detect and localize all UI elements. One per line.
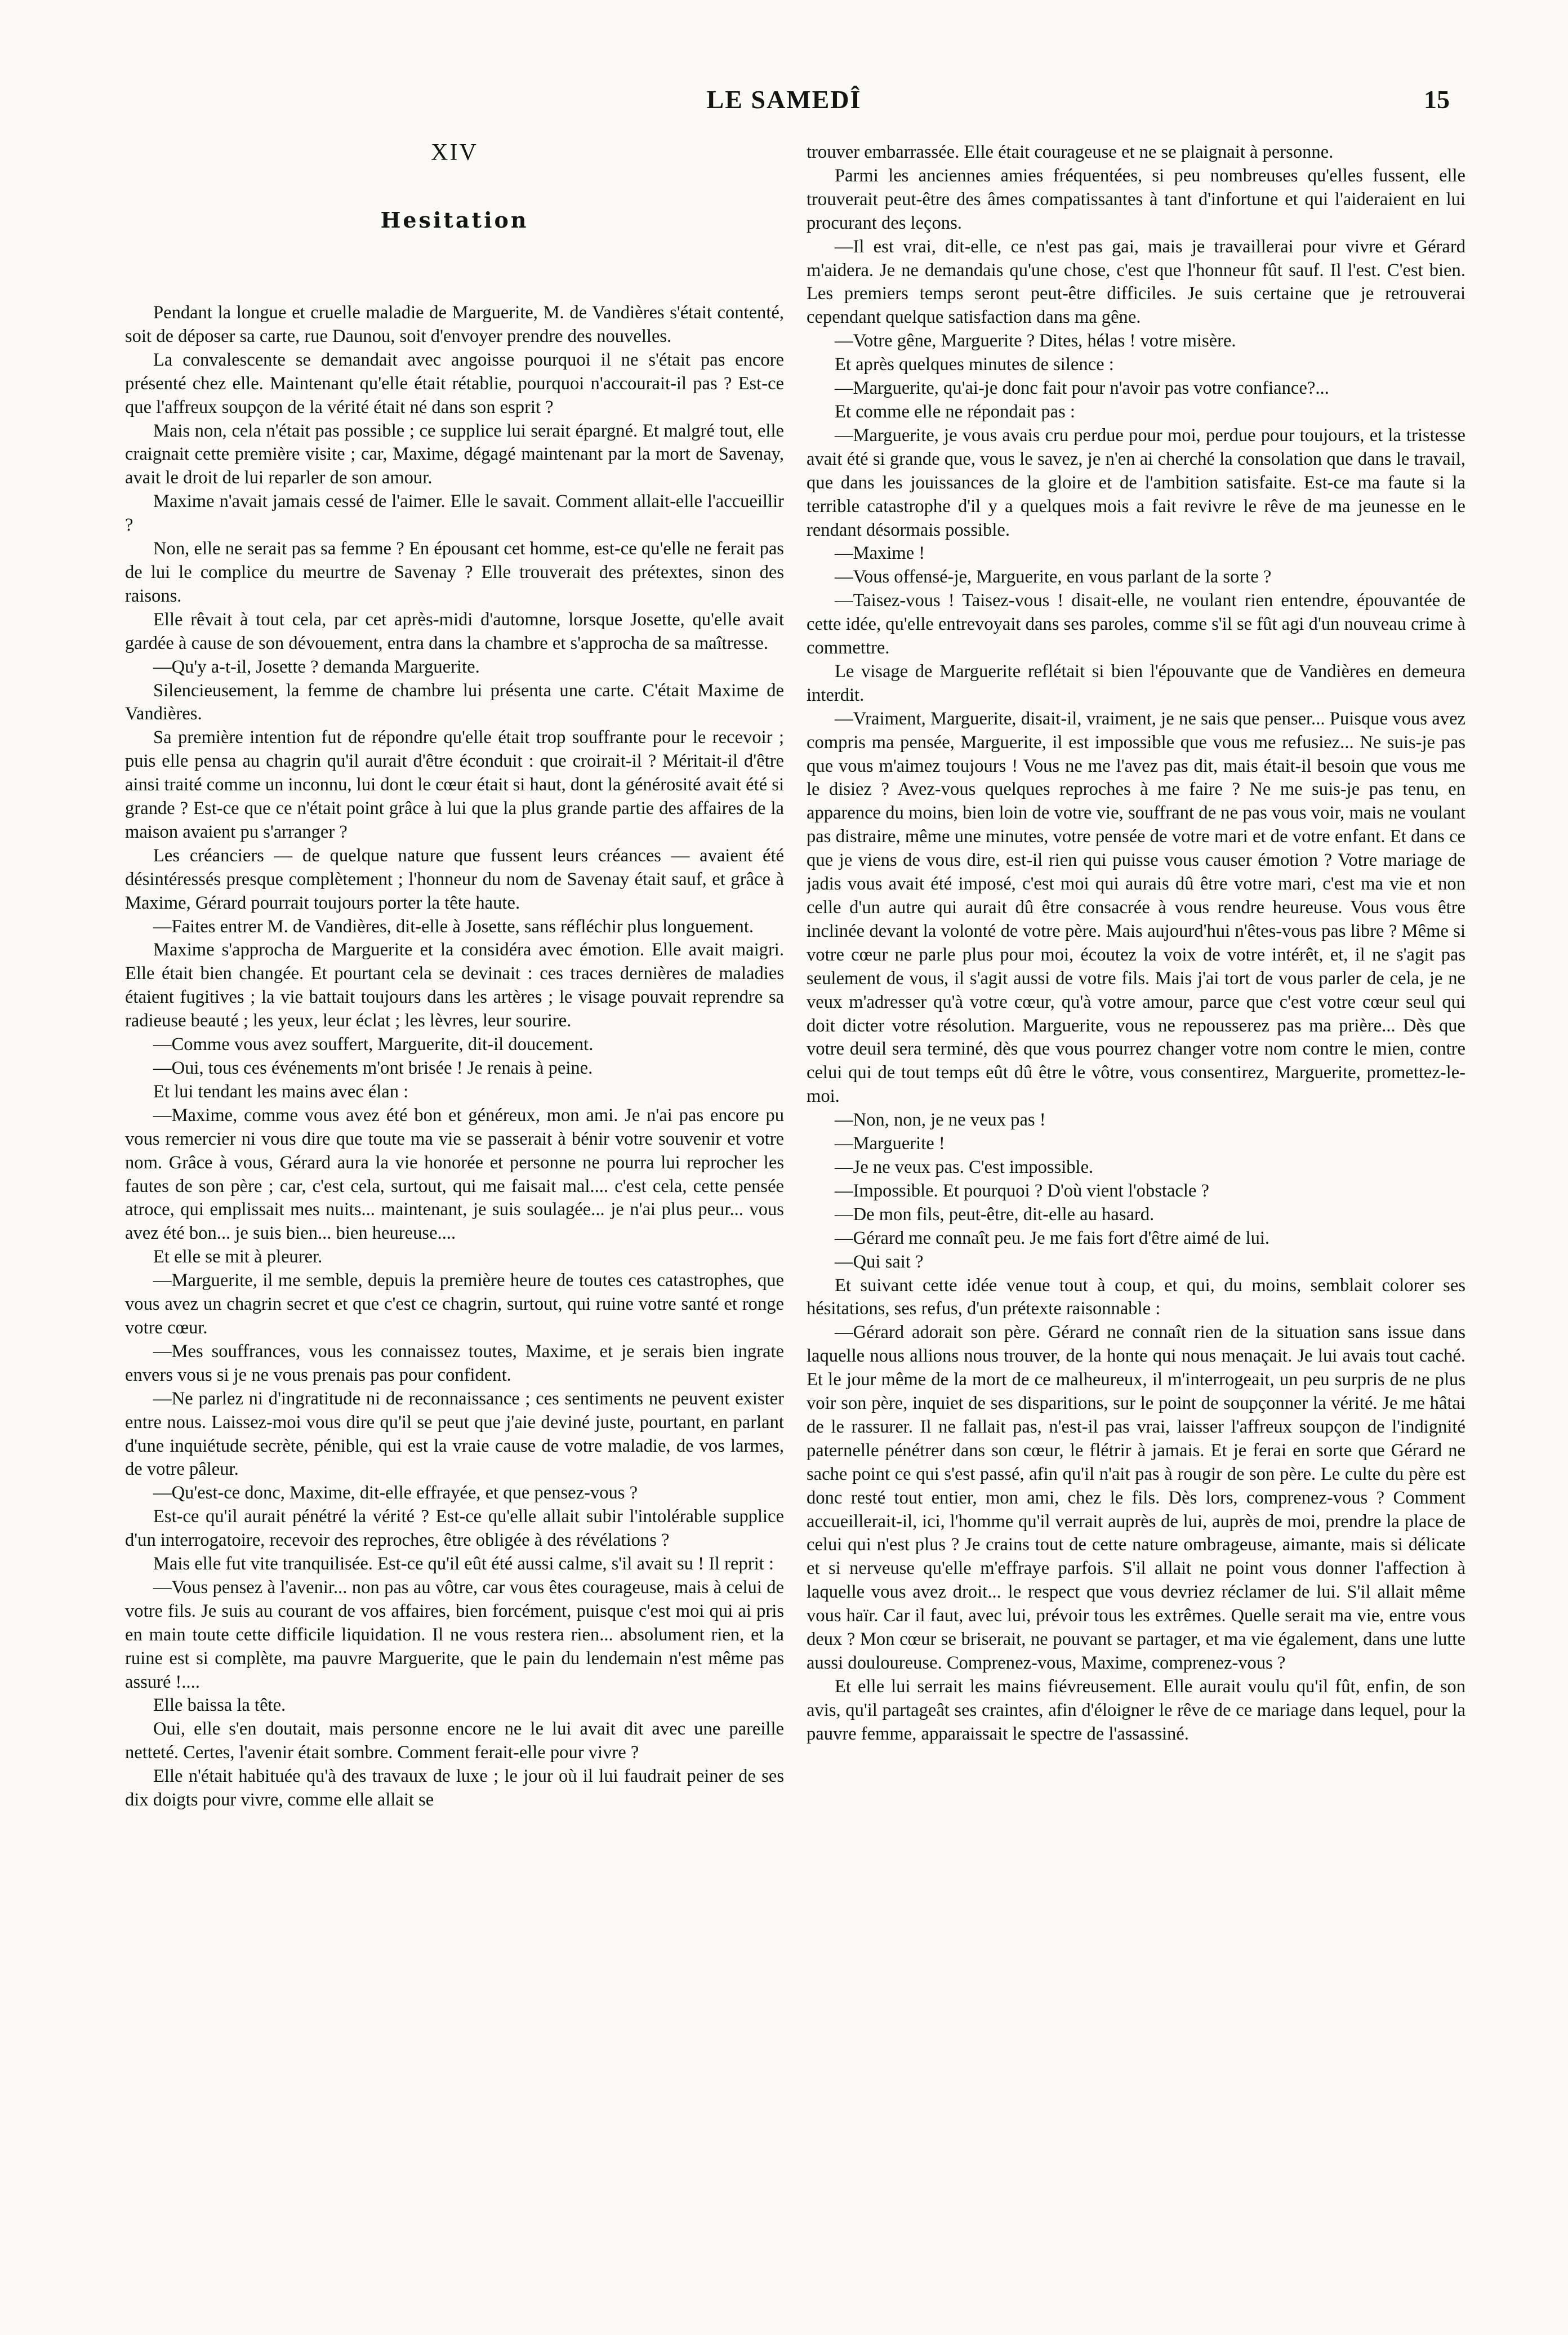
paragraph: Maxime n'avait jamais cessé de l'aimer. Elle le savait. Comment allait-elle l'accueillir ? (125, 491, 784, 536)
paragraph: Le visage de Marguerite reflétait si bien l'épouvante que de Vandières en demeura interdit. (807, 661, 1465, 705)
paragraph: Et elle lui serrait les mains fiévreusement. Elle aurait voulu qu'il fût, enfin, de son avis, qu'il partageât ses craintes, afin d'éloigner le rêve de ce mariage dans lequel, pour la pauvre femme, apparaissait le spectre de l'assassiné. (807, 1676, 1465, 1744)
paragraph: Et elle se mit à pleurer. (153, 1247, 323, 1267)
paragraph: Et après quelques minutes de silence : (835, 354, 1114, 375)
chapter-number: XIV (431, 141, 478, 166)
paragraph: Oui, elle s'en doutait, mais personne encore ne le lui avait dit avec une pareille netteté. Certes, l'avenir était sombre. Comment ferait-elle pour vivre ? (125, 1719, 784, 1763)
paragraph: —Vraiment, Marguerite, disait-il, vraiment, je ne sais que penser... Puisque vous avez compris ma pensée, Marguerite, il est impossible que vous me refusiez... Ne suis-je pas que vous m'aimez toujours ! Vous ne me l'avez pas dit, mais était-il besoin que vous me le disiez ? Avez-vous quelques reproches à me faire ? Ne me suis-je pas tenu, en apparence du moins, bien loin de votre vie, souffrant de ne pas vous voir, mais ne voulant pas distraire, même une minutes, votre pensée de votre mari et de votre enfant. Et dans ce que je viens de vous dire, est-il rien qui puisse vous causer émotion ? Votre mariage de jadis vous avait été imposé, c'est moi qui aurais dû être votre mari, c'est ma vie et non celle d'un autre qui aurait dû être consacrée à vous rendre heureuse. Vous vous être inclinée devant la volonté de votre père. Mais aujourd'hui n'êtes-vous pas libre ? Même si votre cœur ne parle plus pour moi, écoutez la voix de votre intérêt, et, il ne s'agit pas seulement de vous, il s'agit aussi de votre fils. Mais j'ai tort de vous parler de cela, je ne veux m'adresser qu'à votre cœur, qu'à votre amour, parce que c'est votre cœur seul qui doit dicter votre résolution. Marguerite, vous ne repousserez pas ma prière... Dès que votre deuil sera terminé, dès que vous pourrez changer votre nom contre le mien, contre celui qui de tout temps eût dû être le vôtre, vous consentirez, Marguerite, promettez-le-moi. (807, 708, 1465, 1107)
paragraph: —Qu'est-ce donc, Maxime, dit-elle effrayée, et que pensez-vous ? (153, 1483, 638, 1504)
journal-title: LE SAMEDÎ (706, 85, 862, 114)
paragraph: Les créanciers — de quelque nature que fussent leurs créances — avaient été désintéressés presque complètement ; l'honneur du nom de Savenay était sauf, et grâce à Maxime, Gérard pourrait toujours porter la tête haute. (125, 845, 784, 913)
left-column (125, 141, 784, 2315)
paragraph: Elle rêvait à tout cela, par cet après-midi d'automne, lorsque Josette, qu'elle avait gardée à cause de son dévouement, entra dans la chambre et s'approcha de sa maîtresse. (125, 609, 784, 653)
paragraph: —Qu'y a-t-il, Josette ? demanda Marguerite. (153, 656, 480, 677)
paragraph: La convalescente se demandait avec angoisse pourquoi il ne s'était pas encore présenté chez elle. Maintenant qu'elle était rétablie, pourquoi n'accourait-il pas ? Est-ce que l'affreux soupçon de la vérité était né dans son esprit ? (125, 349, 784, 417)
paragraph: Pendant la longue et cruelle maladie de Marguerite, M. de Vandières s'était contenté, soit de déposer sa carte, rue Daunou, soit d'envoyer prendre des nouvelles. (125, 303, 784, 346)
paragraph: Mais elle fut vite tranquilisée. Est-ce qu'il eût été aussi calme, s'il avait su ! Il reprit : (153, 1554, 774, 1575)
paragraph: —Maxime ! (835, 543, 925, 564)
paragraph: —Maxime, comme vous avez été bon et généreux, mon ami. Je n'ai pas encore pu vous remercier ni vous dire que toute ma vie se passerait à bénir votre souvenir et votre nom. Grâce à vous, Gérard aura la vie honorée et personne ne pourra lui reprocher les fautes de son père ; car, c'est cela, surtout, qui me faisait mal.... c'est cela, cette pensée atroce, qui emplissait mes nuits... maintenant, je suis soulagée... je n'ai plus peur... vous avez été bon... je suis bien... bien heureuse.... (125, 1105, 784, 1244)
paragraph: —Gérard me connaît peu. Je me fais fort d'être aimé de lui. (835, 1227, 1270, 1248)
paragraph: Elle n'était habituée qu'à des travaux de luxe ; le jour où il lui faudrait peiner de ses dix doigts pour vivre, comme elle allait se (125, 1766, 784, 1811)
paragraph: Parmi les anciennes amies fréquentées, si peu nombreuses qu'elles fussent, elle trouverait peut-être des âmes compatissantes à tant d'infortune et qui l'aideraient en lui procurant des leçons. (807, 165, 1465, 233)
paragraph: —Impossible. Et pourquoi ? D'où vient l'obstacle ? (835, 1180, 1209, 1201)
paragraph: —Ne parlez ni d'ingratitude ni de reconnaissance ; ces sentiments ne peuvent exister entre nous. Laissez-moi vous dire qu'il se peut que j'aie deviné juste, pourtant, en parlant d'une inquiétude secrète, pénible, qui est la vraie cause de votre maladie, de vos larmes, de votre pâleur. (125, 1388, 784, 1480)
page-header (0, 0, 1568, 118)
paragraph: Et lui tendant les mains avec élan : (153, 1081, 409, 1102)
paragraph: —Marguerite ! (835, 1133, 945, 1154)
paragraph: —Taisez-vous ! Taisez-vous ! disait-elle, ne voulant rien entendre, épouvantée de cette idée, qu'elle entrevoyait dans ses paroles, comme s'il se fût agi d'un nouveau crime à commettre. (807, 590, 1465, 659)
paragraph: Et comme elle ne répondait pas : (835, 401, 1075, 422)
paragraph: —Marguerite, il me semble, depuis la première heure de toutes ces catastrophes, que vous avez un chagrin secret et que c'est ce chagrin, surtout, qui ruine votre santé et ronge votre cœur. (125, 1270, 784, 1338)
paragraph: —Votre gêne, Marguerite ? Dites, hélas ! votre misère. (835, 331, 1236, 352)
paragraph: Et suivant cette idée venue tout à coup, et qui, du moins, semblait colorer ses hésitations, ses refus, d'un prétexte raisonnable : (807, 1275, 1465, 1319)
paragraph: —Qui sait ? (835, 1251, 924, 1272)
paragraph: —Non, non, je ne veux pas ! (835, 1110, 1046, 1131)
chapter-title: Hesitation (380, 207, 529, 233)
paragraph: —Il est vrai, dit-elle, ce n'est pas gai, mais je travaillerai pour vivre et Gérard m'aidera. Je ne demandais qu'une chose, c'est que l'honneur fût sauf. Il l'est. C'est bien. Les premiers temps seront peut-être difficiles. Je suis certaine que je retrouverai cependant quelque satisfaction dans ma gêne. (807, 236, 1465, 328)
paragraph: Maxime s'approcha de Marguerite et la considéra avec émotion. Elle avait maigri. Elle était bien changée. Et pourtant cela se devinait : ces traces dernières de maladies étaient fugitives ; la vie battait toujours dans les artères ; le visage pouvait reprendre sa radieuse beauté ; les yeux, leur éclat ; les lèvres, leur sourire. (125, 940, 784, 1031)
right-column-text (807, 164, 1465, 1746)
paragraph: —Comme vous avez souffert, Marguerite, dit-il doucement. (153, 1034, 594, 1055)
paragraph: Mais non, cela n'était pas possible ; ce supplice lui serait épargné. Et malgré tout, elle craignait cette première visite ; car, Maxime, dégagé maintenant par la mort de Savenay, avait le droit de lui reparler de son amour. (125, 420, 784, 488)
paragraph: Est-ce qu'il aurait pénétré la vérité ? Est-ce qu'elle allait subir l'intolérable supplice d'un interrogatoire, recevoir des reproches, être obligée à des révélations ? (125, 1506, 784, 1551)
right-column (807, 141, 1465, 2315)
paragraph: Elle baissa la tête. (153, 1695, 286, 1716)
paragraph: —Marguerite, je vous avais cru perdue pour moi, perdue pour toujours, et la tristesse avait été si grande que, vous le savez, je n'en ai cherché la consolation que dans le travail, que dans les jouissances de la gloire et de l'ambition satisfaite. Est-ce ma faute si la terrible catastrophe d'il y a quelques mois a fait revivre le rêve de ma jeunesse en le rendant désormais possible. (807, 425, 1465, 540)
paragraph: —Je ne veux pas. C'est impossible. (835, 1157, 1094, 1177)
left-column-text (125, 301, 784, 1812)
paragraph: —Faites entrer M. de Vandières, dit-elle à Josette, sans réfléchir plus longuement. (153, 916, 754, 937)
paragraph: —Vous pensez à l'avenir... non pas au vôtre, car vous êtes courageuse, mais à celui de votre fils. Je suis au courant de vos affaires, bien forcément, puisque c'est moi qui ai pris en main toute cette difficile liquidation. Il ne vous restera rien... absolument rien, et la ruine est si complète, ma pauvre Marguerite, que le pain du lendemain n'est même pas assuré !.... (125, 1577, 784, 1692)
paragraph: —Marguerite, qu'ai-je donc fait pour n'avoir pas votre confiance?... (835, 378, 1329, 399)
paragraph: Silencieusement, la femme de chambre lui présenta une carte. C'était Maxime de Vandières. (125, 680, 784, 724)
continued-paragraph: trouver embarrassée. Elle était courageuse et ne se plaignait à personne. (807, 142, 1334, 162)
paragraph: Non, elle ne serait pas sa femme ? En épousant cet homme, est-ce qu'elle ne ferait pas de lui le complice du meurtre de Savenay ? Elle trouverait des prétextes, sinon des raisons. (125, 539, 784, 606)
paragraph: —Mes souffrances, vous les connaissez toutes, Maxime, et je serais bien ingrate envers vous si je ne vous prenais pas pour confident. (125, 1341, 784, 1385)
paragraph: —Vous offensé-je, Marguerite, en vous parlant de la sorte ? (835, 567, 1272, 588)
paragraph: —De mon fils, peut-être, dit-elle au hasard. (835, 1204, 1155, 1225)
page-number: 15 (1424, 85, 1450, 114)
paragraph: —Gérard adorait son père. Gérard ne connaît rien de la situation sans issue dans laquelle nous allions nous trouver, de la honte qui nous menaçait. Je lui avais tout caché. Et le jour même de la mort de ce malheureux, il m'interrogeait, un peu surpris de ne plus voir son père, inquiet de ses disparitions, sur le point de soupçonner la vérité. Je me hâtai de le rassurer. Il ne fallait pas, n'est-il pas vrai, laisser l'affreux soupçon de l'indignité paternelle pénétrer dans son cœur, le flétrir à jamais. Et je ferai en sorte que Gérard ne sache point ce qui s'est passé, afin qu'il n'ait pas à rougir de son père. Le culte du père est donc resté tout entier, mon ami, chez le fils. Dès lors, comprenez-vous ? Comment accueillerait-il, ici, l'homme qu'il verrait auprès de lui, auprès de moi, prendre la place de celui qui n'est plus ? Je crains tout de cette nature ombrageuse, aimante, mais si délicate et si nerveuse qu'elle m'effraye parfois. S'il allait ne point vous donner l'affection à laquelle vous avez droit... le respect que vous devriez réclamer de lui. S'il allait même vous haïr. Car il faut, avec lui, prévoir tous les extrêmes. Quelle serait ma vie, entre vous deux ? Mon cœur se briserait, ne pouvant se partager, et ma vie également, dans une lutte aussi douloureuse. Comprenez-vous, Maxime, comprenez-vous ? (807, 1322, 1465, 1673)
paragraph: Sa première intention fut de répondre qu'elle était trop souffrante pour le recevoir ; puis elle pensa au chagrin qu'il aurait d'être éconduit : que croirait-il ? Méritait-il d'être ainsi traité comme un inconnu, lui dont le cœur était si haut, dont la générosité avait été si grande ? Est-ce que ce n'était point grâce à lui que la plus grande partie des affaires de la maison avaient pu s'arranger ? (125, 727, 784, 842)
paragraph: —Oui, tous ces événements m'ont brisée ! Je renais à peine. (153, 1058, 593, 1078)
